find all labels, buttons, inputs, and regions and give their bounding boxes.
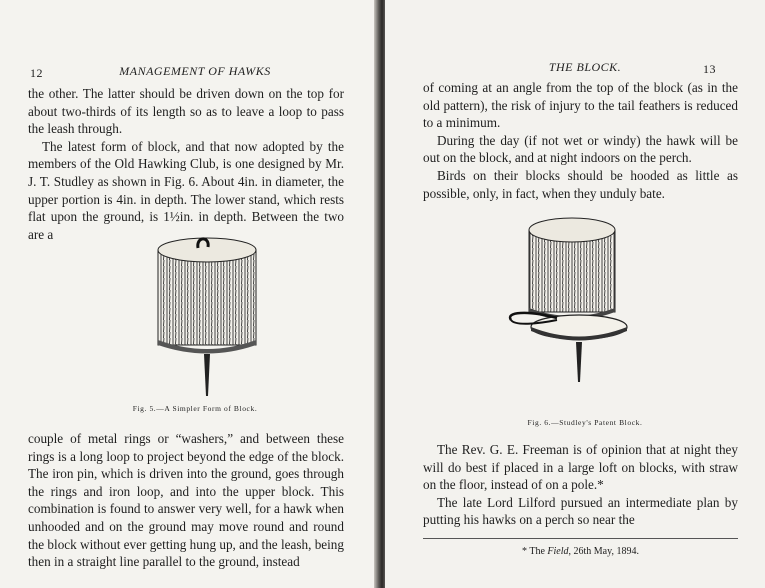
- footnote: [423, 546, 738, 557]
- left-text-bottom: [28, 430, 344, 571]
- right-text-top: [423, 79, 738, 202]
- right-running-head-text: THE BLOCK.: [548, 60, 622, 74]
- right-paragraph-5: The late Lord Lilford pursued an intermediate plan by putting his hawks on a perch so near the: [423, 494, 738, 528]
- left-running-head-text: MANAGEMENT OF HAWKS: [119, 64, 271, 78]
- left-text-top: [28, 85, 344, 243]
- right-running-head: [385, 60, 755, 75]
- right-paragraph-1: of coming at an angle from the top of the block (as in the old pattern), the risk of injury to the tail feathers is reduced to a minimum.: [423, 80, 738, 131]
- right-page-number: 13: [703, 62, 716, 76]
- footnote-rule: [423, 538, 738, 539]
- right-paragraph-2: During the day (if not wet or windy) the hawk will be out on the block, and at night indoors on the perch.: [423, 132, 738, 166]
- left-paragraph-3: couple of metal rings or “washers,” and between these rings is a long loop to project beyond the edge of the block. The iron pin, which is driven into the ground, goes through the rings and iron loop, and into the upper block. This combination is found to answer very well, for a hawk when unhooded and on the ground may move round and round the block without ever getting hung up, and the leash, being then in a straight line parallel to the ground, instead: [28, 431, 344, 570]
- footnote-italic: Field: [547, 546, 569, 557]
- right-page: [385, 0, 765, 588]
- left-paragraph-2: The latest form of block, and that now adopted by the members of the Old Hawking Club, is one designed by Mr. J. T. Studley as shown in Fig. 6. About 4in. in diameter, the upper portion is 4in. in depth. The lower stand, which rests flat upon the ground, is 1½in. in depth. Between the two are a: [28, 138, 344, 242]
- right-paragraph-3: Birds on their blocks should be hooded as little as possible, only, in fact, when they unduly bate.: [423, 167, 738, 201]
- left-page-number: 12: [30, 66, 43, 80]
- figure-5-caption: Fig. 5.—A Simpler Form of Block.: [132, 404, 258, 413]
- right-text-bottom: [423, 441, 738, 529]
- footnote-prefix: The: [529, 546, 548, 557]
- right-paragraph-4: The Rev. G. E. Freeman is of opinion that at night they will do best if placed in a large loft on blocks, with straw on the floor, instead of on a pole.*: [423, 442, 738, 493]
- left-paragraph-1: the other. The latter should be driven down on the top for about two-thirds of its length so as to leave a loop to pass the leash through.: [28, 86, 344, 137]
- figure-6-studley-block: [517, 212, 657, 387]
- left-running-head: [0, 64, 380, 79]
- footnote-suffix: , 26th May, 1894.: [568, 546, 639, 557]
- left-page: [0, 0, 380, 588]
- footnote-marker: *: [522, 546, 528, 557]
- figure-6-caption: Fig. 6.—Studley's Patent Block.: [527, 418, 643, 427]
- figure-5-simple-block: [148, 230, 268, 405]
